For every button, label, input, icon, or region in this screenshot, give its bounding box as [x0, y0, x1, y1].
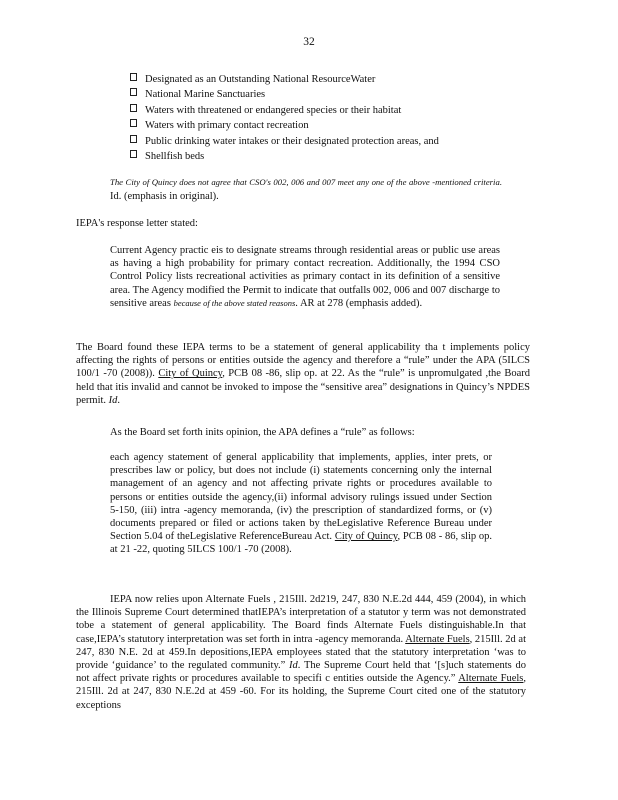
apa-quote	[110, 451, 492, 557]
list-item	[130, 134, 439, 149]
final-paragraph-text: IEPA now relies upon Alternate Fuels , 215Ill. 2d219, 247, 830 N.E.2d 444, 459 (2004), in which the Illinois Supreme Court determined thatIEPA’s interpretation of a statutor y term was not demonstrated tobe a statement of general applicability. The Board finds Alternate Fuels distinguishable.In that case,IEPA’s statutory interpretation was set forth in intra -agency memoranda.	[76, 594, 526, 645]
list-item	[130, 118, 439, 133]
board-paragraph-text: The Board found these IEPA terms to be a statement of general applicability tha t implements policy affecting the rights of persons or entities outside the agency and therefore a “rule” under the APA (5ILCS 100/1 -70 (2008)).	[76, 342, 530, 380]
list-item-text: Shellfish beds	[145, 151, 205, 163]
id-citation: Id	[289, 660, 298, 672]
apa-quote-text: each agency statement of general applicability that implements, applies, inter prets, or prescribes law or policy, but does not include (i) statements concerning only the internal management of an agency and not affecting private rights or procedures available to persons or entities outside the agency,(ii) informal advisory rulings issued under Section 5-150, (iii) intra -agency memoranda, (iv) the prescription of standardized forms, or (v) documents prepared or filed or actions taken by theLegislative Reference Bureau under Section 5.04 of theLegislative ReferenceBureau Act.	[110, 452, 492, 543]
apa-quote-end: , PCB 08 - 86, slip op. at 21 -22, quoting 5ILCS 100/1 -70 (2008).	[110, 531, 493, 556]
iepa-quote-text: Current Agency practic eis to designate streams through residential areas or public use areas as having a high probability for primary contact recreation. Additionally, the 1994 CSO Control Policy lists recreational activities as primary contact in its definition of a sensitive area. The Agency modified the Permit to indicate that outfalls 002, 006 and 007 discharge to sensitive areas	[110, 245, 500, 309]
board-paragraph	[76, 341, 530, 407]
iepa-quote-end: . AR at 278 (emphasis added).	[295, 297, 423, 309]
list-item-text: Designated as an Outstanding National ResourceWater	[145, 74, 376, 85]
case-citation: City of Quincy	[334, 531, 398, 543]
id-citation: Id	[108, 394, 118, 406]
quincy-quote-suffix: . (emphasis in original).	[118, 190, 219, 202]
final-paragraph-text-4: , 215Ill. 2d at 247, 830 N.E.2d at 459 -60. For its holding, the Supreme Court cited one of the statutory exceptions	[76, 673, 526, 711]
list-item-text: Waters with primary contact recreation	[145, 120, 309, 132]
final-paragraph	[76, 593, 526, 712]
list-item-text: National Marine Sanctuaries	[145, 89, 266, 101]
list-item-text: Waters with threatened or endangered species or their habitat	[145, 104, 402, 116]
iepa-quote-italic: because of the above stated reasons	[173, 297, 296, 308]
checkbox-icon	[130, 104, 137, 112]
checkbox-icon	[130, 88, 137, 96]
list-item	[130, 149, 439, 164]
case-citation: City of Quincy	[158, 368, 223, 380]
final-paragraph-text-2: , 215Ill. 2d at 247, 830 N.E. 2d at 459.In depositions,IEPA employees stated that the statutory interpretation ‘was to provide ‘guidance’ to the regulated community.”	[76, 633, 526, 672]
case-citation: Alternate Fuels	[458, 673, 524, 685]
criteria-list	[130, 72, 439, 164]
quincy-quote	[110, 176, 502, 203]
list-item	[130, 103, 439, 118]
checkbox-icon	[130, 150, 137, 158]
case-citation: Alternate Fuels	[405, 633, 470, 645]
apa-lead: As the Board set forth inits opinion, the APA defines a “rule” as follows:	[110, 427, 415, 438]
checkbox-icon	[130, 135, 137, 143]
quincy-quote-cite: Id	[110, 190, 119, 202]
iepa-quote	[110, 244, 500, 310]
checkbox-icon	[130, 119, 137, 127]
list-item-text: Public drinking water intakes or their designated protection areas, and	[145, 135, 439, 147]
final-paragraph-text-3: . The Supreme Court held that ‘[s]uch statements do not affect private rights or procedures available to specifi c entities outside the Agency.”	[76, 660, 526, 685]
list-item	[130, 72, 439, 87]
checkbox-icon	[130, 73, 137, 81]
board-paragraph-end: .	[117, 394, 121, 406]
list-item	[130, 87, 439, 102]
page-number: 32	[303, 36, 315, 48]
iepa-lead: IEPA's response letter stated:	[76, 218, 198, 229]
board-paragraph-text-2: , PCB 08 -86, slip op. at 22. As the “rule” is unpromulgated ,the Board held that itis invalid and cannot be invoked to impose the “sensitive area” designations in Quincy’s NPDES permit.	[76, 368, 531, 406]
quincy-quote-text: The City of Quincy does not agree that CSO's 002, 006 and 007 meet any one of the above -mentioned criteria.	[110, 177, 502, 187]
